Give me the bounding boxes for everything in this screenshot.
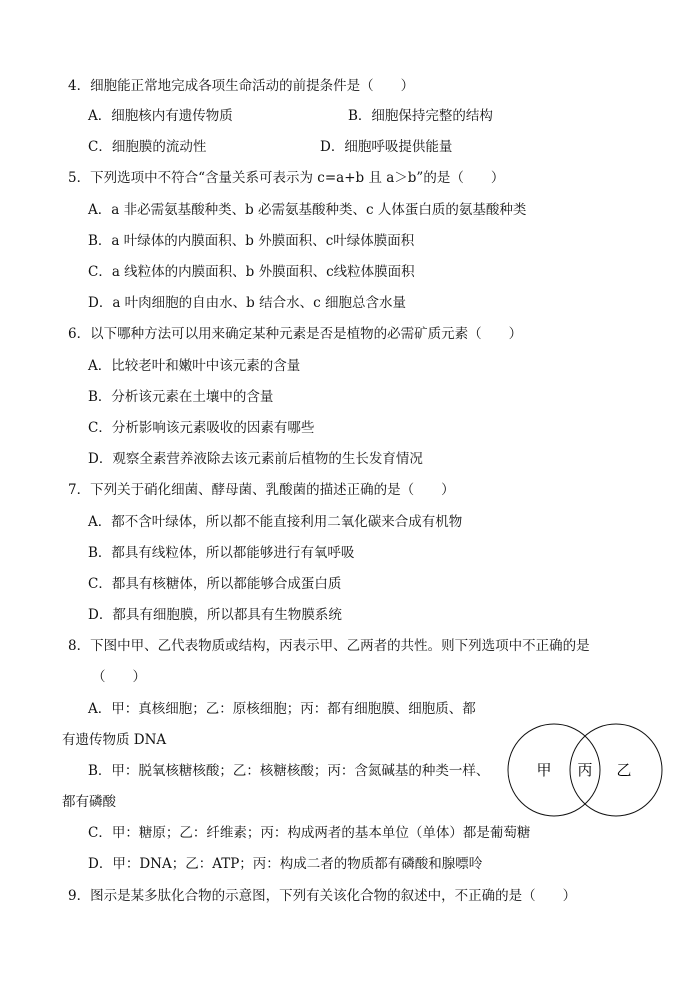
question-5-option-a: A．a 非必需氨基酸种类、b 必需氨基酸种类、c 人体蛋白质的氨基酸种类 [88, 202, 527, 218]
question-8-option-a-cont: 有遗传物质 DNA [62, 732, 167, 748]
question-5-option-c: C．a 线粒体的内膜面积、b 外膜面积、c线粒体膜面积 [88, 264, 415, 280]
question-6-option-c: C．分析影响该元素吸收的因素有哪些 [88, 420, 315, 436]
question-8-option-a: A．甲：真核细胞；乙：原核细胞；丙：都有细胞膜、细胞质、都 [88, 701, 476, 717]
question-7-option-d: D．都具有细胞膜，所以都具有生物膜系统 [88, 607, 342, 623]
venn-label-right: 乙 [616, 761, 632, 779]
question-7-stem: 7．下列关于硝化细菌、酵母菌、乳酸菌的描述正确的是（ ） [68, 482, 455, 498]
question-7-option-a: A．都不含叶绿体，所以都不能直接利用二氧化碳来合成有机物 [88, 514, 463, 530]
question-4-option-c: C．细胞膜的流动性 [88, 139, 207, 155]
question-8-option-d: D．甲：DNA；乙：ATP；丙：构成二者的物质都有磷酸和腺嘌呤 [88, 856, 483, 872]
question-9-stem: 9．图示是某多肽化合物的示意图，下列有关该化合物的叙述中，不正确的是（ ） [68, 888, 577, 904]
question-4-option-b: B．细胞保持完整的结构 [348, 108, 493, 124]
venn-label-left: 甲 [536, 761, 552, 779]
question-5-option-b: B．a 叶绿体的内膜面积、b 外膜面积、c叶绿体膜面积 [88, 233, 415, 249]
question-8-option-c: C．甲：糖原；乙：纤维素；丙：构成两者的基本单位（单体）都是葡萄糖 [88, 825, 531, 841]
question-5-stem: 5．下列选项中不符合“含量关系可表示为 c=a+b 且 a＞b”的是（ ） [68, 170, 505, 186]
question-6-option-d: D．观察全素营养液除去该元素前后植物的生长发育情况 [88, 451, 423, 467]
venn-diagram [504, 720, 672, 820]
question-7-option-c: C．都具有核糖体，所以都能够合成蛋白质 [88, 576, 342, 592]
question-7-option-b: B．都具有线粒体，所以都能够进行有氧呼吸 [88, 545, 355, 561]
question-6-option-a: A．比较老叶和嫩叶中该元素的含量 [88, 358, 301, 374]
question-6-option-b: B．分析该元素在土壤中的含量 [88, 389, 274, 405]
question-5-option-d: D．a 叶肉细胞的自由水、b 结合水、c 细胞总含水量 [88, 295, 406, 311]
question-8-stem-blank: （ ） [92, 669, 146, 685]
venn-label-middle: 丙 [577, 761, 593, 779]
question-8-option-b: B．甲：脱氧核糖核酸；乙：核糖核酸；丙：含氮碱基的种类一样、 [88, 763, 490, 779]
question-6-stem: 6．以下哪种方法可以用来确定某种元素是否是植物的必需矿质元素（ ） [68, 326, 523, 342]
question-4-option-d: D．细胞呼吸提供能量 [320, 139, 453, 155]
question-4-option-a: A．细胞核内有遗传物质 [88, 108, 233, 124]
question-8-stem: 8．下图中甲、乙代表物质或结构，丙表示甲、乙两者的共性。则下列选项中不正确的是 [68, 638, 590, 654]
question-8-option-b-cont: 都有磷酸 [62, 794, 116, 810]
question-4-stem: 4．细胞能正常地完成各项生命活动的前提条件是（ ） [68, 78, 415, 94]
